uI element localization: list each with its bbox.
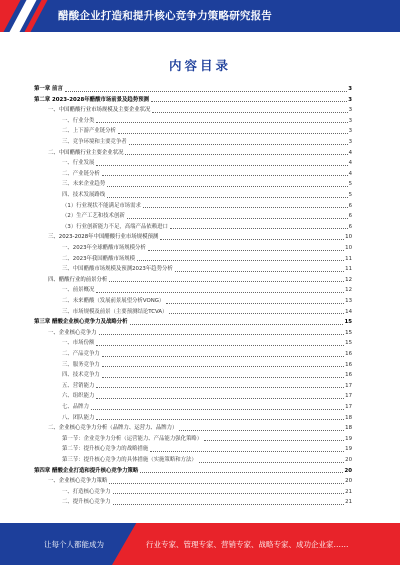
toc-entry[interactable] bbox=[62, 359, 352, 369]
toc-entry-page: 15 bbox=[344, 319, 352, 326]
toc-entry[interactable] bbox=[48, 327, 352, 337]
toc-entry[interactable] bbox=[62, 157, 352, 167]
toc-dot-leader bbox=[179, 430, 344, 431]
toc-entry[interactable] bbox=[48, 475, 352, 485]
toc-entry-label: 二、未来醋酸（发展前景展望分析VONG） bbox=[62, 298, 165, 304]
toc-entry-page: 16 bbox=[345, 361, 352, 368]
toc-entry-page: 3 bbox=[348, 96, 352, 103]
toc-entry[interactable] bbox=[62, 433, 352, 443]
toc-entry-page: 3 bbox=[348, 117, 352, 124]
toc-entry-page: 17 bbox=[345, 393, 352, 400]
toc-dot-leader bbox=[109, 483, 344, 484]
toc-entry[interactable] bbox=[62, 200, 352, 210]
toc-entry-label: 一、企业核心竞争力策略 bbox=[48, 478, 108, 485]
toc-dot-leader bbox=[160, 239, 344, 240]
toc-entry[interactable] bbox=[34, 465, 352, 475]
toc-entry[interactable] bbox=[62, 168, 352, 178]
toc-entry[interactable] bbox=[62, 390, 352, 400]
toc-dot-leader bbox=[96, 165, 347, 166]
toc-dot-leader bbox=[109, 281, 344, 282]
toc-entry-page: 10 bbox=[345, 234, 352, 241]
toc-entry-page: 6 bbox=[348, 223, 352, 230]
toc-entry-page: 15 bbox=[345, 329, 352, 336]
toc-entry-page: 10 bbox=[345, 245, 352, 251]
toc-dot-leader bbox=[204, 440, 344, 441]
toc-dot-leader bbox=[175, 271, 344, 272]
toc-entry-label: 三、中国醋酸市场规模及预测2023年趋势分析 bbox=[62, 266, 173, 273]
toc-dot-leader bbox=[169, 313, 344, 314]
toc-entry-label: （2）生产工艺和技术创新 bbox=[62, 213, 125, 220]
toc-entry-label: 三、未来企业趋势 bbox=[62, 181, 106, 188]
toc-entry-page: 4 bbox=[348, 149, 352, 156]
toc-entry-page: 21 bbox=[345, 499, 352, 506]
toc-entry-label: 第二节：提升核心竞争力的战略措施 bbox=[62, 446, 149, 453]
toc-entry-label: 三、2023-2028年中国醋酸行业市场规模预测 bbox=[48, 234, 159, 241]
toc-entry[interactable] bbox=[62, 412, 352, 422]
report-title: 醋酸企业打造和提升核心竞争力策略研究报告 bbox=[58, 10, 272, 22]
footer-slogan-left: 让每个人都能成为 bbox=[44, 540, 104, 549]
toc-entry-page: 17 bbox=[345, 382, 352, 389]
toc-entry[interactable] bbox=[62, 295, 352, 305]
toc-entry[interactable] bbox=[62, 189, 352, 199]
toc-entry[interactable] bbox=[62, 337, 352, 347]
toc-dot-leader bbox=[96, 122, 347, 123]
toc-dot-leader bbox=[125, 154, 347, 155]
toc-entry-page: 6 bbox=[348, 202, 352, 209]
toc-entry-page: 3 bbox=[348, 139, 352, 145]
toc-dot-leader bbox=[102, 366, 344, 367]
toc-entry-label: 二、产业链分析 bbox=[62, 170, 100, 177]
toc-entry[interactable] bbox=[62, 443, 352, 453]
toc-dot-leader bbox=[148, 250, 344, 251]
toc-entry-page: 6 bbox=[348, 213, 352, 220]
toc-entry-label: 第三节：提升核心竞争力的具体措施（实施策略和方法） bbox=[62, 457, 197, 463]
toc-dot-leader bbox=[107, 186, 347, 187]
toc-entry-page: 3 bbox=[348, 86, 352, 92]
toc-entry-page: 12 bbox=[345, 287, 352, 294]
toc-entry-page: 13 bbox=[345, 298, 352, 304]
toc-entry-label: 八、团队能力 bbox=[62, 414, 95, 421]
toc-dot-leader bbox=[137, 260, 344, 261]
toc-entry[interactable] bbox=[62, 401, 352, 411]
toc-entry-label: 三、竞争环境和主要竞争者 bbox=[62, 139, 127, 145]
toc-entry-label: 二、提升核心竞争力 bbox=[62, 499, 111, 506]
toc-entry[interactable] bbox=[62, 178, 352, 188]
toc-entry[interactable] bbox=[62, 253, 352, 263]
toc-entry-page: 3 bbox=[348, 107, 352, 114]
toc-entry-page: 5 bbox=[348, 192, 352, 198]
toc-dot-leader bbox=[113, 493, 345, 494]
toc-entry-label: 七、品牌力 bbox=[62, 404, 89, 410]
header-banner bbox=[0, 0, 400, 32]
toc-entry-label: 一、前景概况 bbox=[62, 287, 95, 294]
toc-dot-leader bbox=[102, 377, 344, 378]
toc-entry-page: 19 bbox=[345, 446, 352, 453]
toc-entry-label: （3）行业创新能力不足，高端产品依赖进口 bbox=[62, 223, 168, 230]
toc-entry-label: 一、中国醋酸行业市场规模及主要企业状况 bbox=[48, 107, 151, 114]
toc-dot-leader bbox=[152, 112, 347, 113]
toc-entry-label: 二、2023年我国醋酸市场规模 bbox=[62, 255, 136, 262]
toc-entry[interactable] bbox=[48, 104, 352, 114]
toc-entry[interactable] bbox=[48, 231, 352, 241]
toc-dot-leader bbox=[166, 303, 344, 304]
toc-entry-page: 4 bbox=[348, 170, 352, 177]
toc-entry-label: 一、行业分类 bbox=[62, 117, 95, 124]
toc-entry-page: 20 bbox=[345, 457, 352, 463]
toc-entry[interactable] bbox=[62, 454, 352, 464]
toc-entry[interactable] bbox=[62, 306, 352, 316]
toc-dot-leader bbox=[140, 472, 343, 473]
toc-entry[interactable] bbox=[62, 263, 352, 273]
toc-entry-label: 二、企业核心竞争力分析（品牌力、运营力、品牌力） bbox=[48, 425, 178, 432]
toc-entry[interactable] bbox=[62, 242, 352, 252]
toc-entry-page: 12 bbox=[345, 276, 352, 283]
toc-entry-label: 五、营销能力 bbox=[62, 382, 95, 389]
toc-dot-leader bbox=[96, 292, 344, 293]
toc-dot-leader bbox=[113, 504, 345, 505]
toc-entry[interactable] bbox=[62, 115, 352, 125]
toc-entry[interactable] bbox=[48, 422, 352, 432]
toc-entry-label: 三、市场规模及前景（主要预测结论TCVA） bbox=[62, 308, 168, 315]
toc-dot-leader bbox=[99, 334, 345, 335]
toc-dot-leader bbox=[102, 175, 348, 176]
toc-entry[interactable] bbox=[48, 274, 352, 284]
toc-entry-page: 19 bbox=[345, 435, 352, 442]
toc-entry-page: 14 bbox=[345, 308, 352, 315]
toc-entry-label: 四、技术竞争力 bbox=[62, 372, 100, 379]
toc-entry[interactable] bbox=[62, 136, 352, 146]
toc-dot-leader bbox=[96, 345, 344, 346]
toc-entry-label: 第三章 醋酸企业核心竞争力及战略分析 bbox=[34, 319, 128, 326]
toc-entry-page: 18 bbox=[345, 414, 352, 421]
toc-entry-page: 16 bbox=[345, 372, 352, 379]
toc-dot-leader bbox=[129, 144, 348, 145]
toc-dot-leader bbox=[102, 356, 344, 357]
toc-entry-label: 四、醋酸行业的前景分析 bbox=[48, 276, 108, 283]
toc-entry-page: 4 bbox=[348, 160, 352, 167]
toc-dot-leader bbox=[199, 462, 344, 463]
toc-entry-page: 20 bbox=[344, 467, 352, 474]
toc-entry[interactable] bbox=[34, 83, 352, 93]
toc-dot-leader bbox=[96, 398, 344, 399]
toc-entry[interactable] bbox=[34, 316, 352, 326]
toc-entry-label: 二、中国醋酸行业主要企业状况 bbox=[48, 149, 124, 156]
toc-entry-label: 一、打造核心竞争力 bbox=[62, 488, 111, 495]
toc-dot-leader bbox=[130, 324, 344, 325]
toc-entry-label: （1）行业现状不能满足市场需求 bbox=[62, 202, 141, 209]
toc-heading: 内容目录 bbox=[168, 58, 231, 73]
toc-dot-leader bbox=[150, 451, 344, 452]
toc-entry-label: 六、组织能力 bbox=[62, 393, 95, 400]
toc-dot-leader bbox=[127, 218, 348, 219]
toc-dot-leader bbox=[151, 101, 347, 102]
toc-entry-label: 一、2023年全球醋酸市场规模分析 bbox=[62, 245, 146, 251]
toc-entry-label: 二、产品竞争力 bbox=[62, 351, 100, 357]
toc-entry-label: 三、服务竞争力 bbox=[62, 361, 100, 368]
toc-entry-label: 一、企业核心竞争力 bbox=[48, 329, 97, 336]
toc-entry[interactable] bbox=[62, 210, 352, 220]
toc-entry-page: 18 bbox=[345, 425, 352, 432]
toc-dot-leader bbox=[170, 228, 348, 229]
toc-dot-leader bbox=[96, 387, 344, 388]
footer-banner bbox=[0, 523, 400, 565]
toc-entry-page: 15 bbox=[345, 340, 352, 347]
toc-entry-page: 20 bbox=[345, 478, 352, 485]
toc-entry-label: 二、上下游产业链分析 bbox=[62, 128, 116, 135]
toc-dot-leader bbox=[65, 91, 347, 92]
toc-entry[interactable] bbox=[62, 496, 352, 506]
toc-entry-label: 一、市场份额 bbox=[62, 340, 95, 347]
toc-entry[interactable] bbox=[62, 369, 352, 379]
toc-entry[interactable] bbox=[48, 147, 352, 157]
toc-dot-leader bbox=[143, 207, 348, 208]
toc-entry[interactable] bbox=[62, 380, 352, 390]
toc-dot-leader bbox=[118, 133, 348, 134]
toc-entry-label: 第二章 2023-2028年醋酸市场前景及趋势预测 bbox=[34, 96, 149, 103]
toc-entry[interactable] bbox=[62, 221, 352, 231]
toc-entry-page: 21 bbox=[345, 488, 352, 495]
toc-dot-leader bbox=[91, 409, 344, 410]
footer-slogan-right: 行业专家、管理专家、营销专家、战略专家、成功企业家…… bbox=[146, 540, 349, 549]
toc-entry-label: 四、技术发展路线 bbox=[62, 192, 106, 198]
toc-entry-page: 3 bbox=[348, 128, 352, 135]
toc-dot-leader bbox=[96, 419, 344, 420]
toc-dot-leader bbox=[107, 197, 347, 198]
toc-entry[interactable] bbox=[62, 348, 352, 358]
toc-entry-label: 第一节：企业竞争力分析（运营能力、产品能力强化策略） bbox=[62, 435, 203, 442]
toc-entry[interactable] bbox=[34, 94, 352, 104]
toc-entry-page: 11 bbox=[345, 266, 352, 273]
toc-entry-page: 11 bbox=[345, 255, 352, 262]
toc-entry-page: 16 bbox=[345, 351, 352, 357]
toc-entry[interactable] bbox=[62, 125, 352, 135]
toc-entry-label: 第一章 前言 bbox=[34, 86, 63, 92]
toc-entry[interactable] bbox=[62, 284, 352, 294]
toc-entry-label: 第四章 醋酸企业打造和提升核心竞争力策略 bbox=[34, 467, 139, 474]
toc-entry-label: 一、行业发展 bbox=[62, 160, 95, 167]
toc-entry-page: 5 bbox=[348, 181, 352, 188]
toc-entry-page: 17 bbox=[345, 404, 352, 410]
toc-entry[interactable] bbox=[62, 486, 352, 496]
